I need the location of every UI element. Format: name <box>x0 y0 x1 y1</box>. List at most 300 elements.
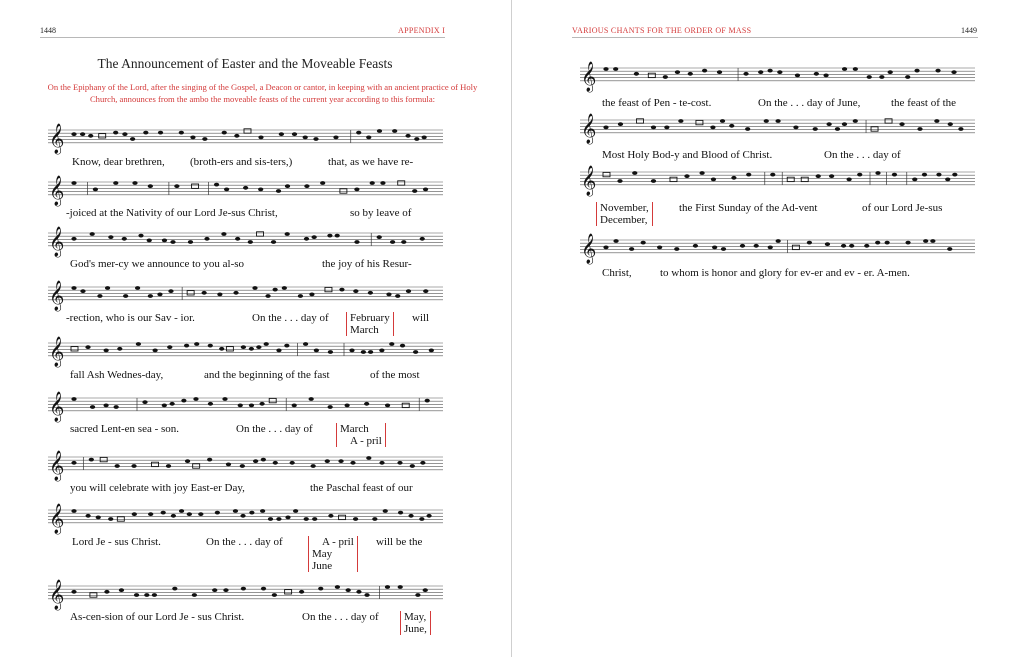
lyric: of the most <box>370 369 420 381</box>
note-head <box>276 189 281 193</box>
treble-clef-icon: 𝄞 <box>49 580 65 610</box>
note-head <box>249 511 254 515</box>
note-head <box>823 74 828 78</box>
reciting-note <box>339 515 346 519</box>
lyric: On the . . . day of <box>206 536 283 548</box>
note-head <box>299 590 304 594</box>
page-number-left: 1448 <box>40 26 56 35</box>
note-head <box>89 458 94 462</box>
note-head <box>425 399 430 403</box>
note-head <box>410 464 415 468</box>
note-head <box>754 244 759 248</box>
note-head <box>88 134 93 138</box>
treble-clef-icon: 𝄞 <box>49 176 65 206</box>
note-head <box>119 588 124 592</box>
note-head <box>688 72 693 76</box>
note-head <box>364 593 369 597</box>
lyric: -joiced at the Nativity of our Lord Je-sus Christ, <box>66 207 278 219</box>
note-head <box>731 176 736 180</box>
note-head <box>249 347 254 351</box>
note-head <box>392 129 397 133</box>
note-head <box>71 590 76 594</box>
lyric: Christ, <box>602 267 632 279</box>
note-head <box>922 173 927 177</box>
note-head <box>328 350 333 354</box>
note-head <box>952 173 957 177</box>
note-head <box>370 181 375 185</box>
note-head <box>768 246 773 250</box>
note-head <box>276 517 281 521</box>
note-head <box>238 404 243 408</box>
note-head <box>185 459 190 463</box>
note-head <box>222 131 227 135</box>
reciting-note <box>99 134 106 138</box>
note-head <box>312 235 317 239</box>
note-head <box>293 509 298 513</box>
note-head <box>285 184 290 188</box>
note-head <box>335 234 340 238</box>
note-head <box>161 511 166 515</box>
note-head <box>256 345 261 349</box>
note-head <box>377 235 382 239</box>
note-head <box>372 517 377 521</box>
note-head <box>179 509 184 513</box>
page-title: The Announcement of Easter and the Moveable Feasts <box>97 56 393 71</box>
note-head <box>152 593 157 597</box>
left-page <box>0 0 511 657</box>
note-head <box>842 67 847 71</box>
note-head <box>346 588 351 592</box>
choice: June, <box>404 623 427 635</box>
note-head <box>193 397 198 401</box>
note-head <box>224 188 229 192</box>
note-head <box>123 294 128 298</box>
choice: May <box>312 548 333 560</box>
lyric: On the . . . day of <box>236 423 313 435</box>
note-head <box>304 184 309 188</box>
lyric: the Paschal feast of our <box>310 482 413 494</box>
note-head <box>414 137 419 141</box>
note-head <box>261 458 266 462</box>
note-head <box>212 588 217 592</box>
lyric: you will celebrate with joy East-er Day, <box>70 482 245 494</box>
treble-clef-icon: 𝄞 <box>49 504 65 534</box>
note-head <box>398 511 403 515</box>
note-head <box>777 70 782 74</box>
lyric: to whom is honor and glory for ev-er and ev - er. A-men. <box>660 267 910 279</box>
running-head-right: VARIOUS CHANTS FOR THE ORDER OF MASS <box>572 26 752 35</box>
lyric: Know, dear brethren, <box>72 156 165 168</box>
note-head <box>114 405 119 409</box>
note-head <box>958 127 963 131</box>
note-head <box>108 235 113 239</box>
note-head <box>249 404 254 408</box>
note-head <box>217 293 222 297</box>
note-head <box>353 517 358 521</box>
note-head <box>113 181 118 185</box>
note-head <box>85 345 90 349</box>
note-head <box>284 344 289 348</box>
note-head <box>86 514 91 518</box>
note-head <box>113 131 118 135</box>
note-head <box>158 131 163 135</box>
note-head <box>419 517 424 521</box>
note-head <box>875 241 880 245</box>
note-head <box>413 350 418 354</box>
note-head <box>318 587 323 591</box>
note-head <box>71 237 76 241</box>
note-head <box>181 399 186 403</box>
note-head <box>328 405 333 409</box>
reciting-note <box>648 73 655 77</box>
note-head <box>71 397 76 401</box>
note-head <box>426 514 431 518</box>
note-head <box>272 593 277 597</box>
note-head <box>233 509 238 513</box>
note-head <box>422 136 427 140</box>
note-head <box>71 286 76 290</box>
choice: A - pril <box>350 435 382 447</box>
note-head <box>258 136 263 140</box>
note-head <box>168 289 173 293</box>
reciting-note <box>670 177 677 181</box>
note-head <box>71 461 76 465</box>
note-head <box>142 400 147 404</box>
note-head <box>651 179 656 183</box>
note-head <box>390 240 395 244</box>
note-head <box>260 509 265 513</box>
note-head <box>721 247 726 251</box>
note-head <box>914 69 919 73</box>
note-head <box>122 132 127 136</box>
lyric: Most Holy Bod-y and Blood of Christ. <box>602 149 773 161</box>
note-head <box>350 461 355 465</box>
treble-clef-icon: 𝄞 <box>49 281 65 311</box>
choice: May, <box>404 611 427 623</box>
choice: March <box>340 423 369 435</box>
note-head <box>240 514 245 518</box>
note-head <box>603 126 608 130</box>
header-rule-right <box>572 37 978 38</box>
note-head <box>167 345 172 349</box>
note-head <box>115 464 120 468</box>
choice: June <box>312 560 333 572</box>
note-head <box>385 404 390 408</box>
note-head <box>147 239 152 243</box>
note-head <box>892 173 897 177</box>
note-head <box>276 349 281 353</box>
note-head <box>702 69 707 73</box>
note-head <box>842 122 847 126</box>
lyric: the First Sunday of the Ad-vent <box>679 202 818 214</box>
note-head <box>190 136 195 140</box>
header-rule-left <box>40 37 445 38</box>
note-head <box>71 509 76 513</box>
reciting-note <box>325 287 332 291</box>
reciting-note <box>402 403 409 407</box>
lyric: On the . . . day of <box>252 312 329 324</box>
note-head <box>807 241 812 245</box>
date-choice-box <box>336 423 386 447</box>
reciting-note <box>269 398 276 402</box>
note-head <box>678 119 683 123</box>
note-head <box>888 70 893 74</box>
note-head <box>162 239 167 243</box>
reciting-note <box>603 172 610 176</box>
treble-clef-icon: 𝄞 <box>49 392 65 422</box>
note-head <box>134 593 139 597</box>
note-head <box>899 122 904 126</box>
note-head <box>148 294 153 298</box>
note-head <box>717 70 722 74</box>
note-head <box>131 464 136 468</box>
note-head <box>215 511 220 515</box>
note-head <box>135 286 140 290</box>
note-head <box>202 137 207 141</box>
note-head <box>234 134 239 138</box>
note-head <box>948 122 953 126</box>
note-head <box>917 127 922 131</box>
reciting-note <box>226 347 233 351</box>
note-head <box>729 124 734 128</box>
note-head <box>174 184 179 188</box>
note-head <box>214 183 219 187</box>
lyric: of our Lord Je-sus <box>862 202 943 214</box>
note-head <box>138 234 143 238</box>
note-head <box>366 456 371 460</box>
treble-clef-icon: 𝄞 <box>49 124 65 154</box>
note-head <box>912 178 917 182</box>
note-head <box>208 344 213 348</box>
note-head <box>385 585 390 589</box>
note-head <box>171 514 176 518</box>
note-head <box>663 75 668 79</box>
note-head <box>816 174 821 178</box>
note-head <box>71 181 76 185</box>
lyric: will be the <box>376 536 423 548</box>
choice: A - pril <box>322 536 354 548</box>
running-head-left: APPENDIX I <box>398 26 446 35</box>
reciting-note <box>90 593 97 597</box>
reciting-note <box>100 457 107 461</box>
note-head <box>847 178 852 182</box>
note-head <box>170 402 175 406</box>
choice: November, <box>600 202 649 214</box>
reciting-note <box>696 120 703 124</box>
lyric: As-cen-sion of our Lord Je - sus Christ. <box>70 611 245 623</box>
note-head <box>279 132 284 136</box>
note-head <box>90 232 95 236</box>
note-head <box>613 239 618 243</box>
note-head <box>934 119 939 123</box>
lyric: -rection, who is our Sav - ior. <box>66 312 195 324</box>
note-head <box>853 67 858 71</box>
note-head <box>423 289 428 293</box>
right-page <box>512 0 1024 657</box>
note-head <box>285 516 290 520</box>
reciting-note <box>71 347 78 351</box>
note-head <box>603 67 608 71</box>
note-head <box>285 232 290 236</box>
note-head <box>338 459 343 463</box>
note-head <box>179 131 184 135</box>
note-head <box>353 289 358 293</box>
note-head <box>327 234 332 238</box>
note-head <box>793 126 798 130</box>
note-head <box>221 232 226 236</box>
note-head <box>406 289 411 293</box>
note-head <box>356 131 361 135</box>
note-head <box>632 171 637 175</box>
note-head <box>712 246 717 250</box>
note-head <box>356 590 361 594</box>
rubric: On the Epiphany of the Lord, after the singing of the Gospel, a Deacon or cantor, in keeping with an ancient practice of Holy Church, announces from the ambo the moveable feasts of the current year according to this formula: <box>47 82 478 104</box>
page-number-right: 1449 <box>961 26 977 35</box>
note-head <box>264 342 269 346</box>
note-head <box>408 514 413 518</box>
note-head <box>143 131 148 135</box>
lyric: On the . . . day of June, <box>758 97 861 109</box>
note-head <box>235 237 240 241</box>
note-head <box>208 402 213 406</box>
note-head <box>349 349 354 353</box>
note-head <box>345 404 350 408</box>
note-head <box>768 69 773 73</box>
note-head <box>202 291 207 295</box>
note-head <box>720 119 725 123</box>
lyric-optional: (broth-ers and sis-ters,) <box>190 156 293 168</box>
note-head <box>298 294 303 298</box>
choice: December, <box>600 214 648 226</box>
treble-clef-icon: 𝄞 <box>581 62 597 92</box>
note-head <box>148 512 153 516</box>
note-head <box>108 517 113 521</box>
note-head <box>271 240 276 244</box>
note-head <box>153 349 158 353</box>
note-head <box>947 247 952 251</box>
note-head <box>96 516 101 520</box>
note-head <box>379 461 384 465</box>
lyric: On the . . . day of <box>824 149 901 161</box>
note-head <box>905 75 910 79</box>
lyric: and the beginning of the fast <box>204 369 330 381</box>
note-head <box>187 512 192 516</box>
treble-clef-icon: 𝄞 <box>49 227 65 257</box>
lyric: Lord Je - sus Christ. <box>72 536 161 548</box>
note-head <box>684 174 689 178</box>
note-head <box>90 405 95 409</box>
reciting-note <box>792 245 799 249</box>
reciting-note <box>193 464 200 468</box>
reciting-note <box>192 184 199 188</box>
note-head <box>613 67 618 71</box>
note-head <box>618 122 623 126</box>
note-head <box>292 132 297 136</box>
note-head <box>312 517 317 521</box>
note-head <box>311 464 316 468</box>
note-head <box>313 137 318 141</box>
note-head <box>746 173 751 177</box>
note-head <box>710 126 715 130</box>
note-head <box>835 127 840 131</box>
note-head <box>292 404 297 408</box>
note-head <box>207 458 212 462</box>
note-head <box>117 347 122 351</box>
date-choice-box <box>596 202 653 226</box>
note-head <box>132 512 137 516</box>
note-head <box>401 240 406 244</box>
note-head <box>328 514 333 518</box>
note-head <box>80 289 85 293</box>
reciting-note <box>340 189 347 193</box>
note-head <box>764 119 769 123</box>
note-head <box>122 237 127 241</box>
note-head <box>265 294 270 298</box>
note-head <box>770 173 775 177</box>
date-choice-box <box>400 611 431 635</box>
note-head <box>194 342 199 346</box>
note-head <box>386 293 391 297</box>
reciting-note <box>398 181 405 185</box>
treble-clef-icon: 𝄞 <box>581 234 597 264</box>
note-head <box>240 464 245 468</box>
note-head <box>813 127 818 131</box>
note-head <box>104 590 109 594</box>
note-head <box>136 342 141 346</box>
note-head <box>420 237 425 241</box>
note-head <box>951 70 956 74</box>
note-head <box>354 188 359 192</box>
note-head <box>412 189 417 193</box>
note-head <box>930 239 935 243</box>
note-head <box>740 244 745 248</box>
lyric: the feast of the <box>891 97 957 109</box>
note-head <box>80 132 85 136</box>
note-head <box>841 244 846 248</box>
note-head <box>745 127 750 131</box>
note-head <box>105 286 110 290</box>
note-head <box>776 119 781 123</box>
note-head <box>170 240 175 244</box>
note-head <box>162 404 167 408</box>
note-head <box>743 72 748 76</box>
note-head <box>383 509 388 513</box>
note-head <box>629 247 634 251</box>
note-head <box>233 291 238 295</box>
note-head <box>603 246 608 250</box>
note-head <box>825 242 830 246</box>
lyric: God's mer-cy we announce to you al-so <box>70 258 245 270</box>
note-head <box>814 72 819 76</box>
note-head <box>368 291 373 295</box>
lyric: so by leave of <box>350 207 412 219</box>
note-head <box>415 593 420 597</box>
reciting-note <box>636 119 643 123</box>
note-head <box>368 350 373 354</box>
reciting-note <box>885 119 892 123</box>
choice: March <box>350 324 379 336</box>
treble-clef-icon: 𝄞 <box>49 337 65 367</box>
note-head <box>776 239 781 243</box>
reciting-note <box>871 127 878 131</box>
lyric: On the . . . day of <box>302 611 379 623</box>
note-head <box>853 119 858 123</box>
reciting-note <box>187 291 194 295</box>
note-head <box>379 349 384 353</box>
note-head <box>758 70 763 74</box>
note-head <box>935 69 940 73</box>
treble-clef-icon: 𝄞 <box>49 451 65 481</box>
